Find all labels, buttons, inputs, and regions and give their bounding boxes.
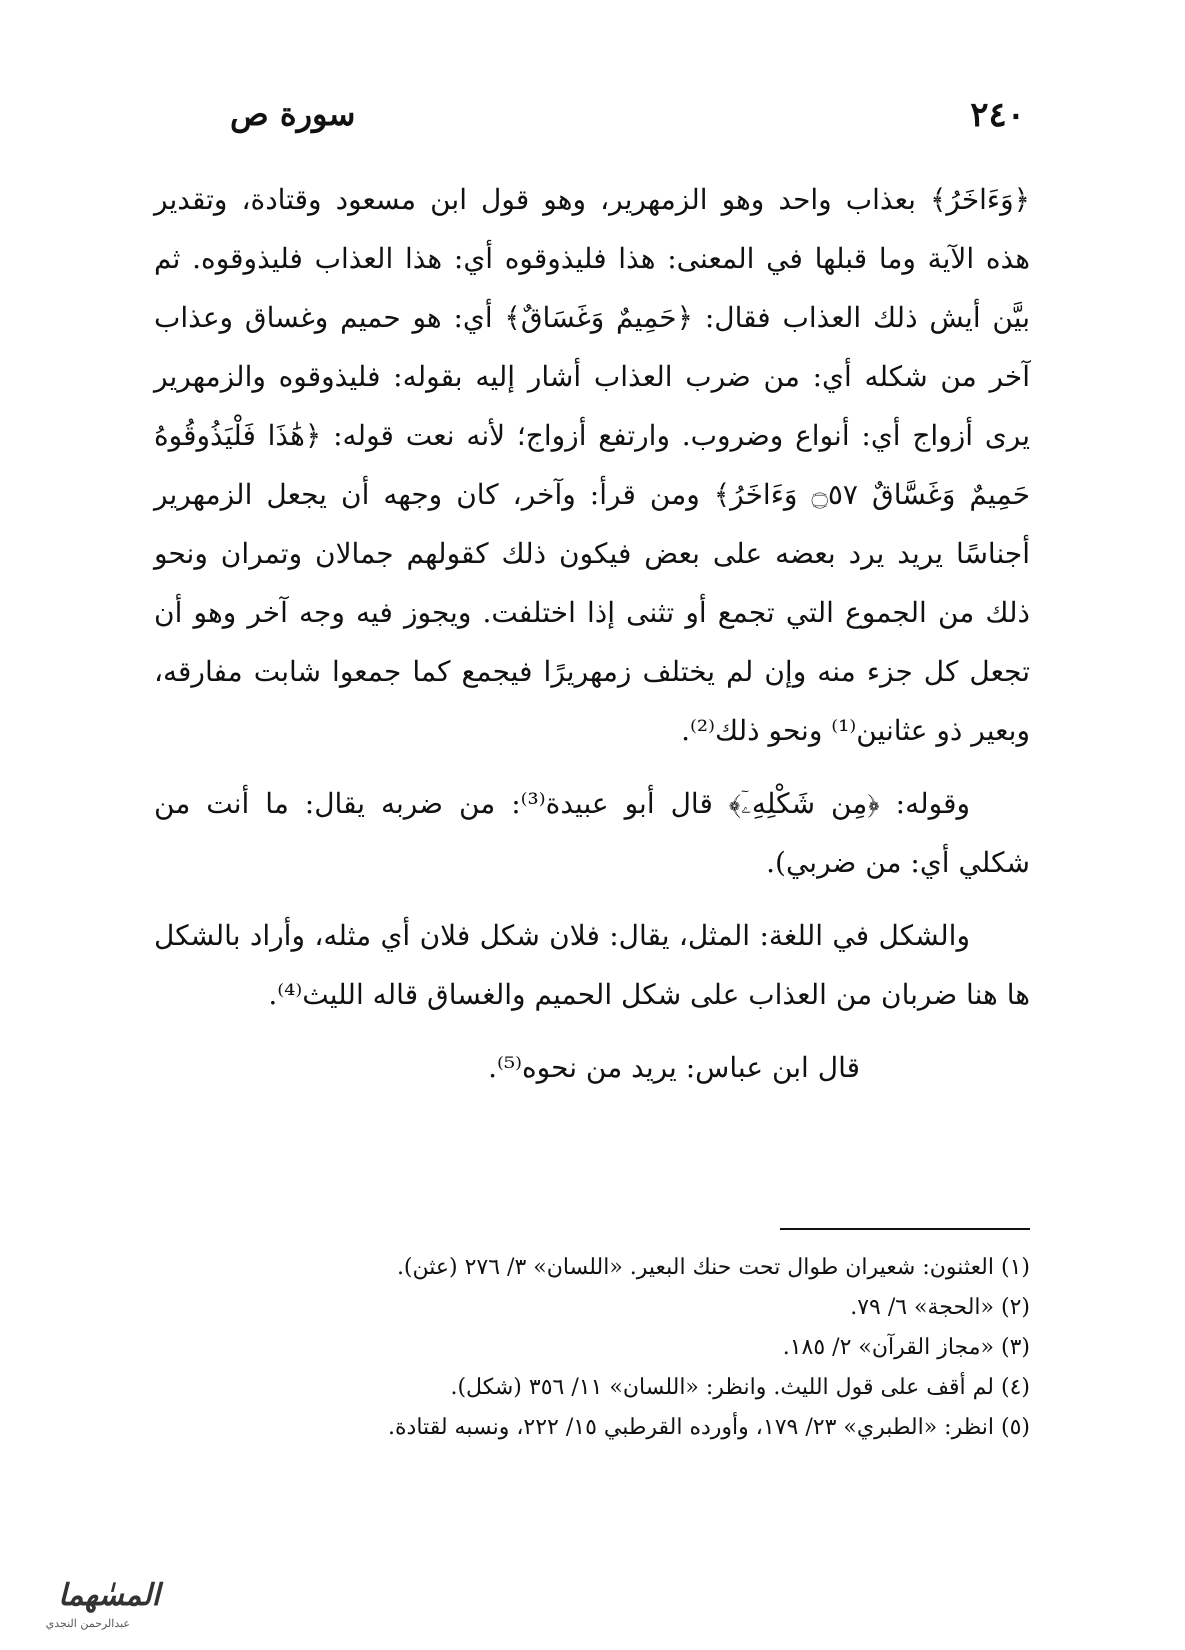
footnote-5: (٥) انظر: «الطبري» ٢٣/ ١٧٩، وأورده القرطبي ١٥/ ٢٢٢، ونسبه لقتادة. [388,1415,1030,1440]
paragraph-1: ﴿وَءَاخَرُ﴾ بعذاب واحد وهو الزمهرير، وهو قول ابن مسعود وقتادة، وتقدير هذه الآية وما قبلها في المعنى: هذا فليذوقوه أي: هذا العذاب فليذوقوه. ثم بيَّن أيش ذلك العذاب فقال: ﴿حَمِيمٌ وَغَسَاقٌ﴾ أي: هو حميم وغساق وعذاب آخر من شكله أي: من ضرب العذاب أشار إليه بقوله: فليذوقوه والزمهرير يرى أزواج أي: أنواع وضروب. وارتفع أزواج؛ لأنه نعت قوله: ﴿هَٰذَا فَلْيَذُوقُوهُ حَمِيمٌ وَغَسَّاقٌ ۝٥٧ وَءَاخَرُ﴾ ومن قرأ: وآخر، كان وجهه أن يجعل الزمهرير أجناسًا يريد يرد بعضه على بعض فيكون ذلك كقولهم جمالان وتمران ونحو ذلك من الجموع التي تجمع أو تثنى إذا اختلفت. ويجوز فيه وجه آخر وهو أن تجعل كل جزء منه وإن لم يختلف زمهريرًا فيجمع كما جمعوا شابت مفارقه، وبعير ذو عثانين⁽¹⁾ ونحو ذلك⁽²⁾. [154,183,1031,747]
footnote-2: (٢) «الحجة» ٦/ ٧٩. [850,1295,1030,1320]
surah-title: سورة ص [230,95,356,133]
paragraph-3: والشكل في اللغة: المثل، يقال: فلان شكل فلان أي مثله، وأراد بالشكل ها هنا ضربان من العذاب على شكل الحميم والغساق قاله الليث⁽⁴⁾. [154,919,1030,1011]
watermark-sub-text: عبدالرحمن النجدي [45,1617,130,1630]
page-header [230,95,1025,135]
footnote-1: (١) العثنون: شعيران طوال تحت حنك البعير. «اللسان» ٣/ ٢٧٦ (عثن). [396,1255,1030,1280]
footnotes [154,1248,1030,1448]
footnote-divider [780,1228,1030,1230]
paragraph-2: وقوله: ﴿مِن شَكْلِهِۦٓ﴾ قال أبو عبيدة⁽³⁾: من ضربه يقال: ما أنت من شكلي أي: من ضربي). [154,787,1030,879]
paragraph-4: قال ابن عباس: يريد من نحوه⁽⁵⁾. [488,1051,860,1084]
main-text [154,170,1030,1111]
watermark-main-text: المسٰهما [58,1578,160,1613]
footnote-4: (٤) لم أقف على قول الليث. وانظر: «اللسان» ١١/ ٣٥٦ (شكل). [450,1375,1030,1400]
footnote-3: (٣) «مجاز القرآن» ٢/ ١٨٥. [782,1335,1030,1360]
page-number: ٢٤٠ [970,95,1025,135]
watermark-logo [10,1575,160,1645]
